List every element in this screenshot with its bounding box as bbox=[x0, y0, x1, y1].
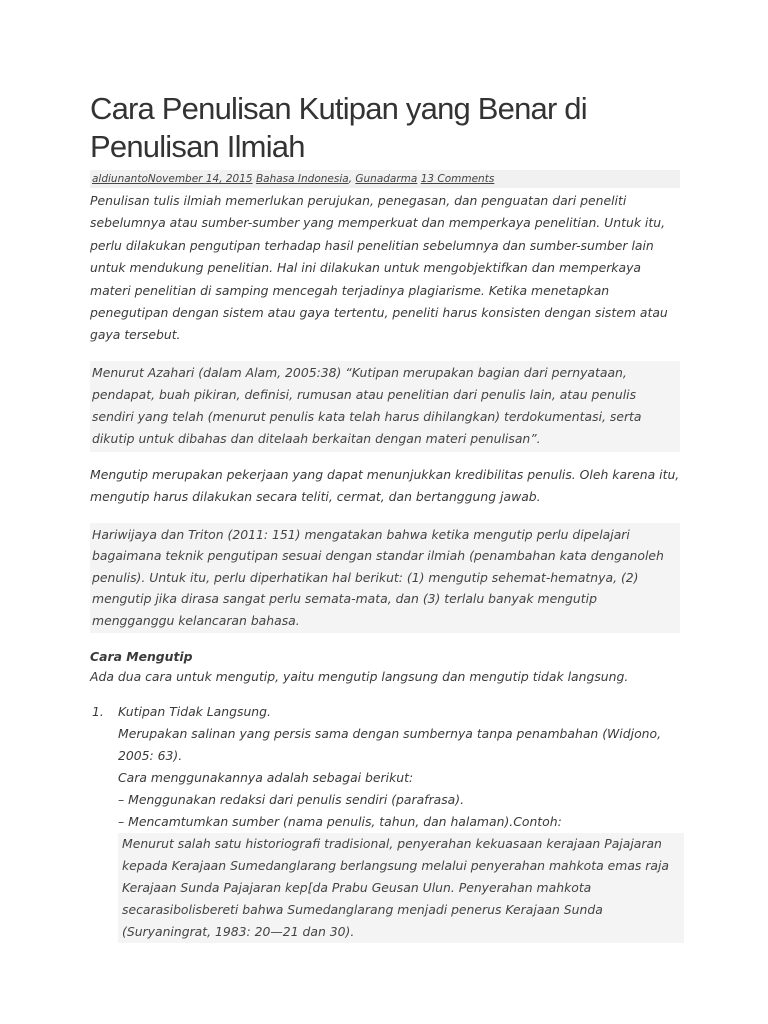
category-link-bahasa-indonesia[interactable]: Bahasa Indonesia bbox=[255, 173, 349, 185]
list-item-definition: Merupakan salinan yang persis sama dengan sumbernya tanpa penambahan (Widjono, 2005: 63). bbox=[118, 726, 662, 764]
quote-azahari: Menurut Azahari (dalam Alam, 2005:38) “Kutipan merupakan bagian dari pernyataan, pendapat, buah pikiran, definisi, rumusan atau penelitian dari penulis lain, atau penulis sendiri yang telah (menurut penulis kata telah harus dihilangkan) terdokumentasi, serta dikutip untuk dibahas dan ditelaah berkaitan dengan materi penulisan”. bbox=[90, 361, 680, 452]
author-link[interactable]: aldiunanto bbox=[92, 173, 148, 185]
quote-hariwijaya: Hariwijaya dan Triton (2011: 151) mengatakan bahwa ketika mengutip perlu dipelajari bagaimana teknik pengutipan sesuai dengan standar ilmiah (penambahan kata denganoleh penulis). Untuk itu, perlu diperhatikan hal berikut: (1) mengutip sehemat-hematnya, (2) mengutip jika dirasa sangat perlu semata-mata, dan (3) terlalu banyak mengutip mengganggu kelancaran bahasa. bbox=[90, 523, 680, 634]
article-title: Cara Penulisan Kutipan yang Benar di Penulisan Ilmiah bbox=[90, 91, 587, 164]
usage-step-2: – Mencamtumkan sumber (nama penulis, tahun, dan halaman).Contoh: bbox=[118, 814, 562, 830]
ordered-list bbox=[90, 701, 680, 943]
meta-separator: , bbox=[348, 173, 353, 185]
comments-link[interactable]: 13 Comments bbox=[420, 173, 495, 185]
credibility-paragraph: Mengutip merupakan pekerjaan yang dapat menunjukkan kredibilitas penulis. Oleh karena itu, mengutip harus dilakukan secara teliti, cermat, dan bertanggung jawab. bbox=[90, 466, 680, 505]
list-item-title: Kutipan Tidak Langsung. bbox=[118, 704, 271, 720]
usage-intro: Cara menggunakannya adalah sebagai berikut: bbox=[118, 770, 414, 786]
intro-paragraph: Penulisan tulis ilmiah memerlukan perujukan, penegasan, dan penguatan dari peneliti sebelumnya atau sumber-sumber yang memperkuat dan memperkaya penelitian. Untuk itu, perlu dilakukan pengutipan terhadap hasil penelitian sebelumnya dan sumber-sumber lain untuk mendukung penelitian. Hal ini dilakukan untuk mengobjektifkan dan memperkaya materi penelitian di samping mencegah terjadinya plagiarisme. Ketika menetapkan penegutipan dengan sistem atau gaya tertentu, peneliti harus konsisten dengan sistem atau gaya tersebut. bbox=[90, 193, 668, 343]
category-link-gunadarma[interactable]: Gunadarma bbox=[355, 173, 418, 185]
post-date-link[interactable]: November 14, 2015 bbox=[147, 173, 253, 185]
cara-mengutip-paragraph: Ada dua cara untuk mengutip, yaitu mengutip langsung dan mengutip tidak langsung. bbox=[90, 669, 629, 685]
article bbox=[90, 90, 680, 943]
section-heading-cara-mengutip: Cara Mengutip bbox=[90, 649, 193, 665]
post-meta bbox=[90, 170, 680, 188]
example-quote: Menurut salah satu historiografi tradisional, penyerahan kekuasaan kerajaan Pajajaran kepada Kerajaan Sumedanglarang berlangsung melalui penyerahan mahkota emas raja Kerajaan Sunda Pajajaran kep[da Prabu Geusan Ulun. Penyerahan mahkota secarasibolisbereti bahwa Sumedanglarang menjadi penerus Kerajaan Sunda (Suryaningrat, 1983: 20—21 dan 30). bbox=[118, 833, 684, 943]
list-number: 1. bbox=[92, 704, 104, 720]
usage-step-1: – Menggunakan redaksi dari penulis sendiri (parafrasa). bbox=[118, 792, 465, 808]
list-item bbox=[118, 701, 680, 943]
